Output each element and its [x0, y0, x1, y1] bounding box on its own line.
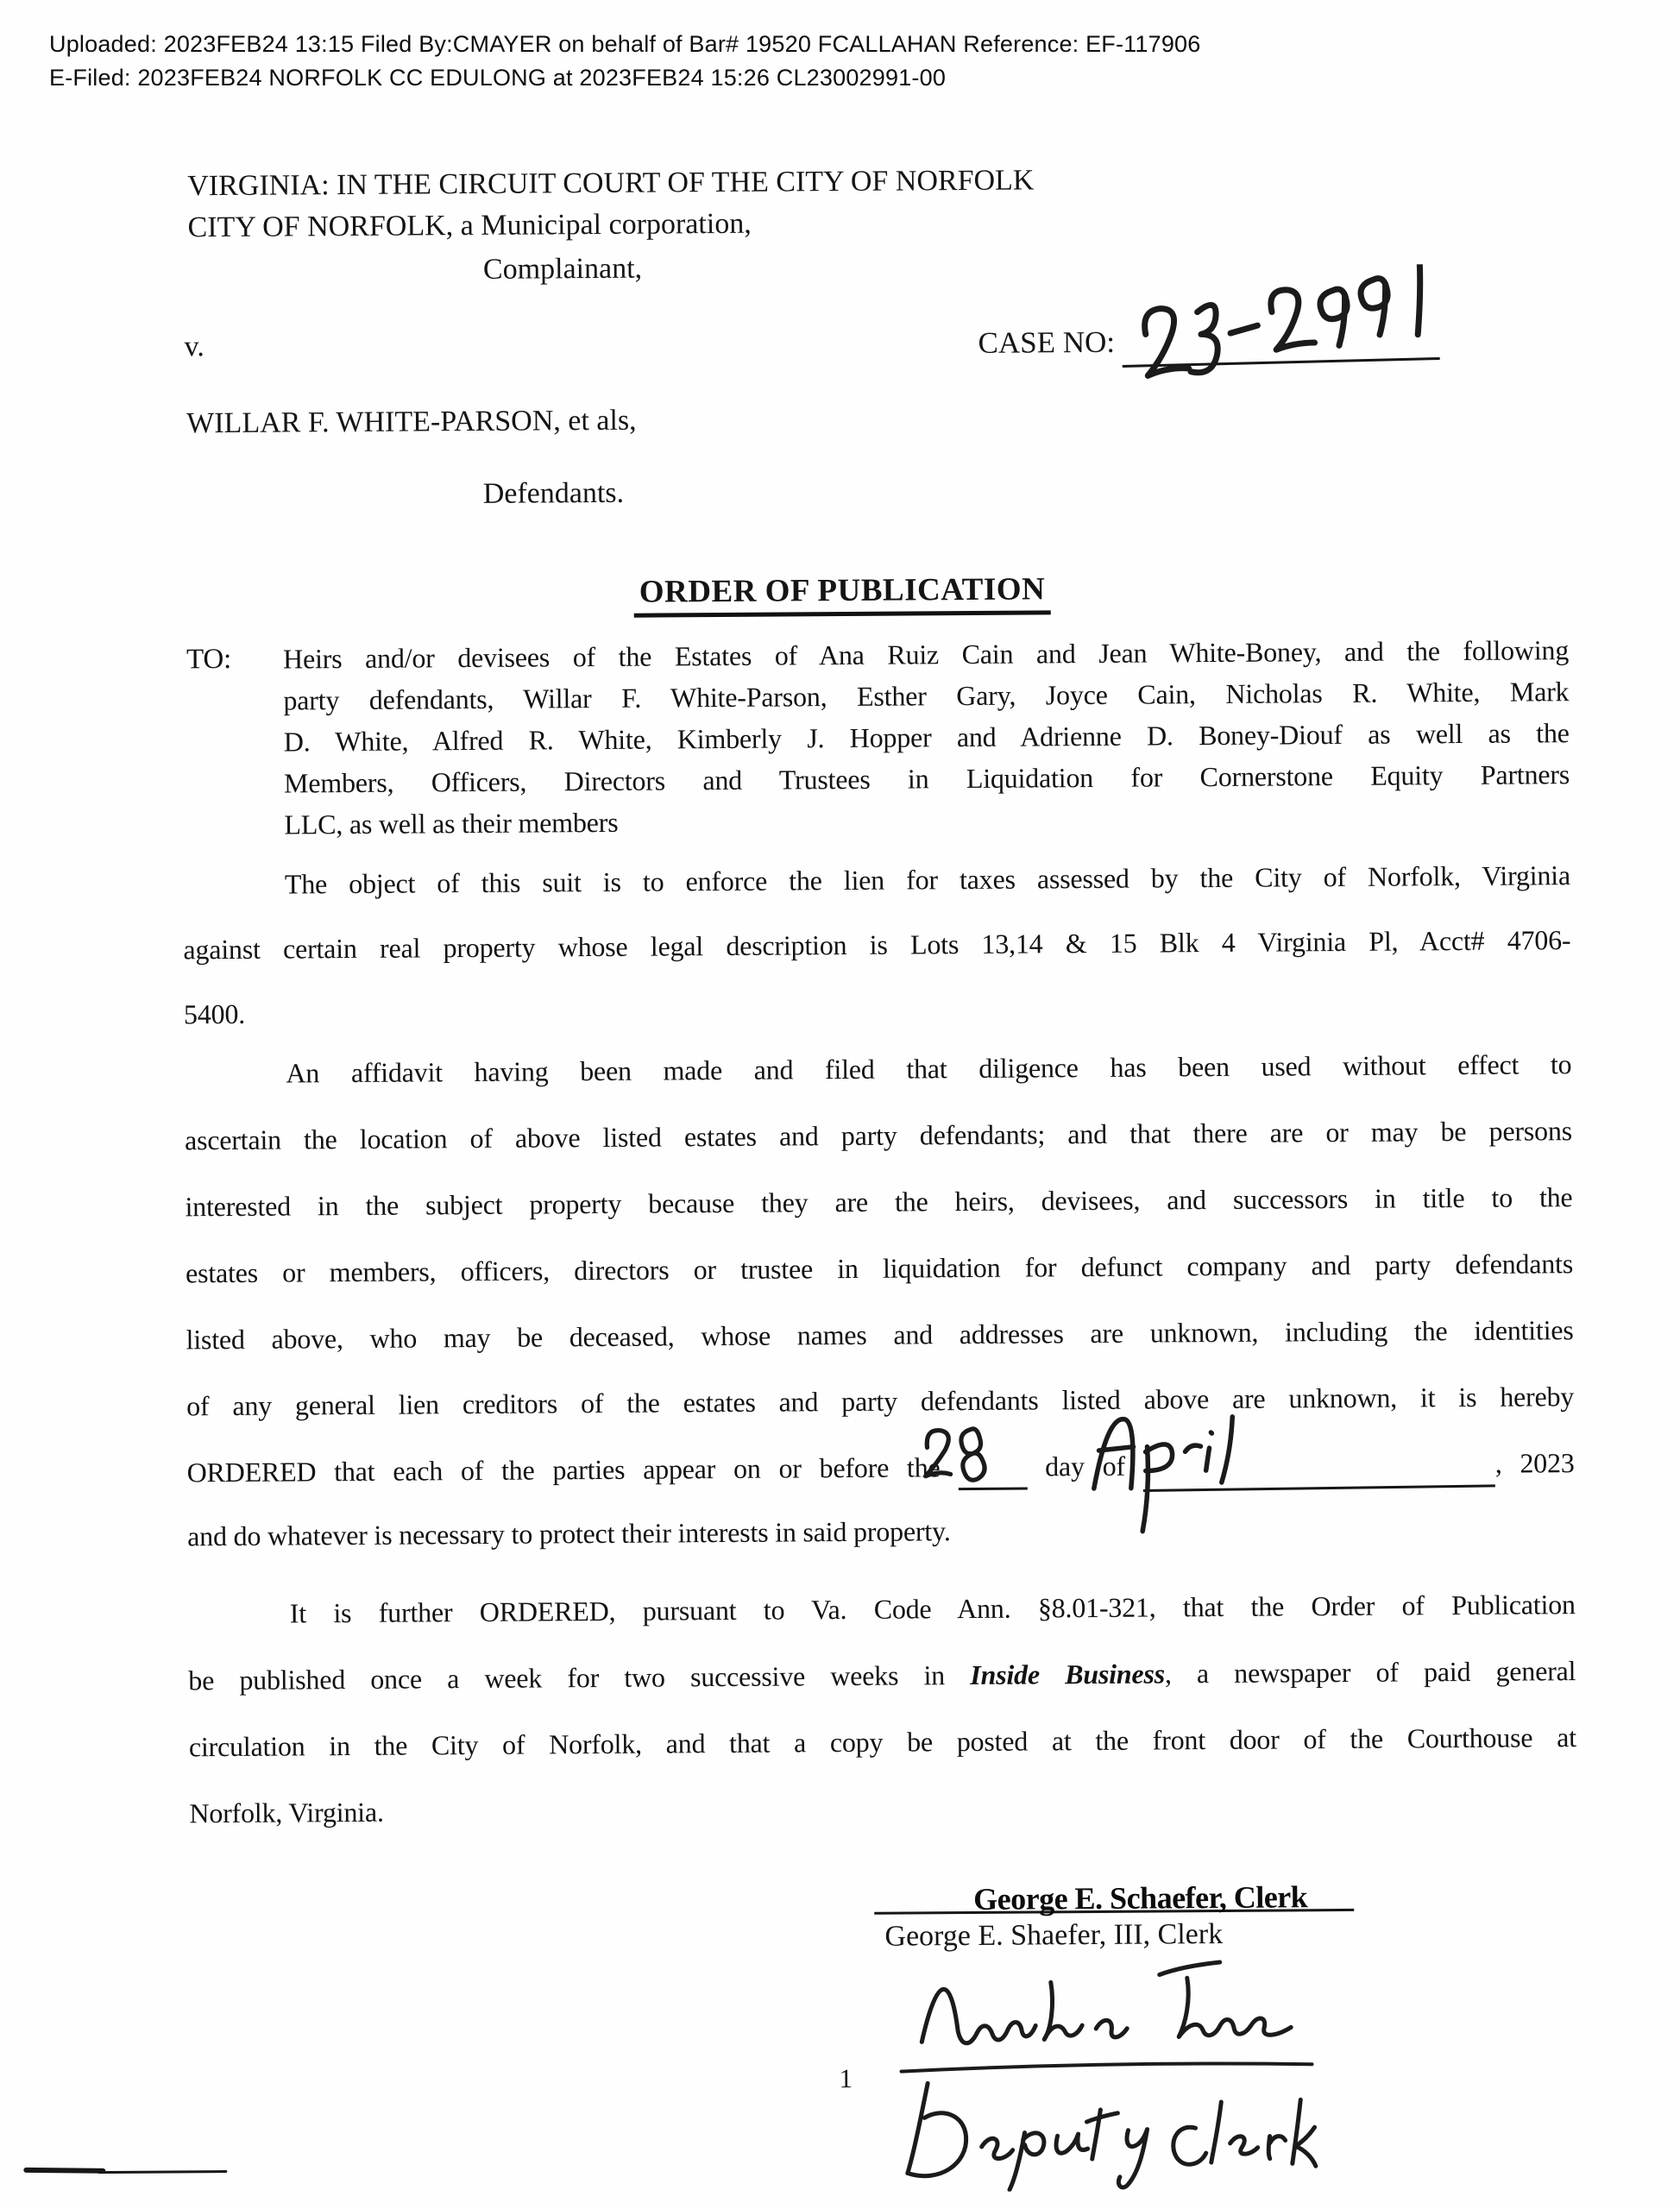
text-line: against certain real property whose legal description is Lots 13,14 & 15 Blk 4 Virginia Pl, Acct# 4706-: [183, 924, 1571, 966]
efiling-line-1: Uploaded: 2023FEB24 13:15 Filed By:CMAYER on behalf of Bar# 19520 FCALLAHAN Reference: EF-117906: [49, 31, 1201, 57]
text-line: estates or members, officers, directors or trustee in liquidation for defunct company and party defendants: [185, 1248, 1574, 1289]
handwritten-day: [916, 1417, 989, 1494]
text-line: listed above, who may be deceased, whose names and addresses are unknown, including the identities: [186, 1314, 1574, 1356]
text-line: Members, Officers, Directors and Trustees in Liquidation for Cornerstone Equity Partners: [283, 758, 1570, 799]
text-line: [188, 1638, 1576, 1714]
text-line: Heirs and/or devisees of the Estates of Ana Ruiz Cain and Jean White-Boney, and the following: [282, 634, 1570, 675]
defendant-line: WILLAR F. WHITE-PARSON, et als,: [186, 404, 637, 440]
text-line: It is further ORDERED, pursuant to Va. Code Ann. §8.01-321, that the Order of Publication: [289, 1589, 1576, 1629]
to-label: TO:: [186, 643, 232, 676]
text-line: The object of this suit is to enforce the lien for taxes assessed by the City of Norfolk, Virginia: [284, 859, 1571, 900]
text-line: of any general lien creditors of the estates and party defendants listed above are unknown, it is hereby: [186, 1381, 1575, 1422]
page-number: 1: [839, 2062, 853, 2094]
handwritten-signature: [903, 1948, 1309, 2071]
ordered-line-mid: day of: [1045, 1450, 1126, 1482]
publication-paragraph: [188, 1571, 1577, 1847]
affidavit-closing-line: and do whatever is necessary to protect their interests in said property.: [187, 1515, 951, 1552]
text-line: 5400.: [183, 998, 246, 1030]
publication-line2-pre: be published once a week for two successive weeks in: [188, 1659, 946, 1696]
ordered-line-post: , 2023: [1494, 1447, 1575, 1479]
scan-artifact-line: [98, 2170, 227, 2174]
caption-plaintiff-role: Complainant,: [482, 252, 643, 286]
text-line: Norfolk, Virginia.: [189, 1796, 384, 1829]
text-line: D. White, Alfred R. White, Kimberly J. Hopper and Adrienne D. Boney-Diouf as well as the: [283, 717, 1570, 758]
text-line: LLC, as well as their members: [284, 806, 619, 840]
caption-court-line: VIRGINIA: IN THE CIRCUIT COURT OF THE CITY OF NORFOLK: [187, 164, 1035, 203]
publication-line2-post: , a newspaper of paid general: [1164, 1655, 1576, 1690]
handwritten-deputy-title: [886, 2068, 1357, 2193]
defendant-role: Defendants.: [482, 476, 625, 510]
order-title: ORDER OF PUBLICATION: [634, 570, 1051, 617]
case-no-label: CASE NO:: [978, 324, 1116, 360]
ordered-line-pre: ORDERED that each of the parties appear on or before the: [186, 1451, 941, 1488]
caption-plaintiff: CITY OF NORFOLK, a Municipal corporation,: [187, 207, 752, 244]
to-address-block: [283, 629, 1570, 845]
affidavit-paragraph: [184, 1031, 1574, 1439]
newspaper-name: Inside Business: [970, 1658, 1166, 1691]
clerk-typed-name: George E. Shaefer, III, Clerk: [884, 1917, 1224, 1953]
clerk-typed-name-struck: George E. Schaefer, Clerk: [973, 1879, 1308, 1916]
versus-label: v.: [184, 330, 204, 363]
handwritten-case-number: [1120, 264, 1466, 387]
text-line: party defendants, Willar F. White-Parson, Esther Gary, Joyce Cain, Nicholas R. White, Mark: [283, 676, 1570, 716]
text-line: interested in the subject property because they are the heirs, devisees, and successors in title to the: [185, 1181, 1573, 1223]
efiling-line-2: E-Filed: 2023FEB24 NORFOLK CC EDULONG at 2023FEB24 15:26 CL23002991-00: [49, 65, 947, 91]
order-title-row: [2, 566, 1680, 622]
ordered-appearance-line: [187, 1444, 1575, 1497]
scan-artifact-line: [23, 2168, 105, 2174]
text-line: An affidavit having been made and filed that diligence has been used without effect to: [286, 1048, 1572, 1089]
text-line: ascertain the location of above listed estates and party defendants; and that there are or may be persons: [184, 1115, 1573, 1156]
text-line: circulation in the City of Norfolk, and that a copy be posted at the front door of the Courthouse at: [188, 1721, 1576, 1763]
object-paragraph: [183, 843, 1572, 1047]
